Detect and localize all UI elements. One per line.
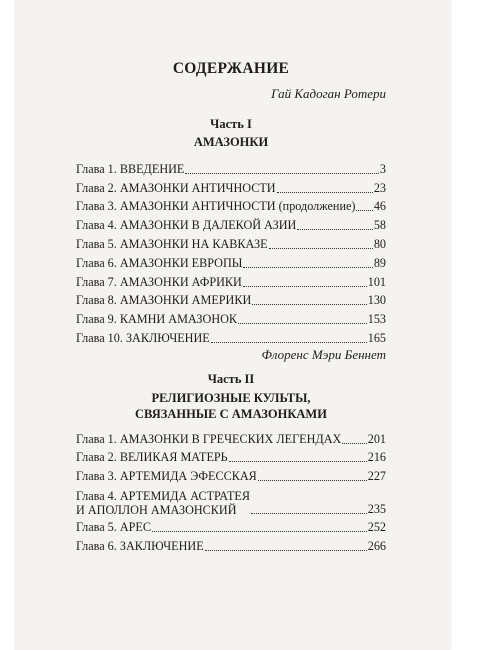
dot-leader (185, 173, 379, 174)
toc-entry-page: 130 (367, 293, 386, 308)
dot-leader (356, 210, 372, 211)
dot-leader (243, 267, 372, 268)
part2-label: Часть II (207, 372, 255, 386)
toc-entry (76, 465, 386, 484)
toc-entry-page: 266 (367, 538, 386, 553)
toc-entry-page: 227 (367, 468, 386, 483)
part1-title: АМАЗОНКИ (193, 135, 269, 149)
part1-label: Часть I (210, 117, 252, 131)
toc-entry-label: Глава 6. АМАЗОНКИ ЕВРОПЫ (76, 255, 243, 270)
toc-entry (76, 535, 386, 554)
toc-entry-label: Глава 3. АРТЕМИДА ЭФЕССКАЯ (76, 468, 257, 483)
book-page (14, 0, 450, 650)
dot-leader (243, 286, 367, 287)
toc-entry (76, 290, 386, 309)
toc-entry-page: 153 (367, 312, 386, 327)
dot-leader (211, 342, 367, 343)
dot-leader (252, 304, 366, 305)
dot-leader (205, 550, 367, 551)
toc-entry-page: 235 (367, 501, 386, 516)
toc-entry (76, 158, 386, 177)
toc-entry (76, 196, 386, 215)
toc-entry (76, 233, 386, 252)
toc-entry-label: Глава 4. АМАЗОНКИ В ДАЛЕКОЙ АЗИИ (76, 218, 297, 233)
page-title: СОДЕРЖАНИЕ (172, 60, 290, 77)
dot-leader (297, 229, 372, 230)
toc-entry-page: 3 (379, 161, 386, 176)
toc-entry-label: Глава 7. АМАЗОНКИ АФРИКИ (76, 274, 242, 289)
toc-entry (76, 308, 386, 327)
part2-title-line1: РЕЛИГИОЗНЫЕ КУЛЬТЫ, (151, 391, 311, 405)
toc-entry-label (76, 489, 250, 517)
toc-entry-page: 46 (373, 199, 386, 214)
toc-entry-page: 23 (373, 180, 386, 195)
toc-entry (76, 327, 386, 346)
toc-entry-page: 201 (367, 431, 386, 446)
toc-entry-page: 252 (367, 520, 386, 534)
toc-entry (76, 428, 386, 447)
toc-entry-label: Глава 5. АРЕС (76, 520, 152, 534)
part2-chapter-list (76, 428, 386, 554)
part1-chapter-list (76, 158, 386, 346)
dot-leader (152, 531, 367, 532)
part2-title-line2: СВЯЗАННЫЕ С АМАЗОНКАМИ (135, 407, 327, 421)
toc-entry-page: 216 (367, 450, 386, 464)
toc-entry-page: 80 (373, 236, 386, 251)
dot-leader (229, 461, 367, 462)
toc-entry-label: Глава 3. АМАЗОНКИ АНТИЧНОСТИ (продолжение) (76, 199, 356, 214)
toc-entry (76, 517, 386, 536)
dot-leader (277, 192, 373, 193)
toc-entry-label: Глава 5. АМАЗОНКИ НА КАВКАЗЕ (76, 236, 268, 251)
toc-entry-label: Глава 1. ВВЕДЕНИЕ (76, 161, 185, 176)
dot-leader (269, 248, 373, 249)
toc-entry-label: Глава 2. АМАЗОНКИ АНТИЧНОСТИ (76, 180, 276, 195)
part1-author: Гай Кадоган Ротери (271, 86, 386, 101)
toc-entry (76, 177, 386, 196)
toc-entry-label-line2: И АПОЛЛОН АМАЗОНСКИЙ (76, 502, 237, 517)
toc-entry (76, 271, 386, 290)
toc-entry-label: Глава 10. ЗАКЛЮЧЕНИЕ (76, 330, 210, 345)
part2-title (76, 390, 386, 422)
toc-entry (76, 214, 386, 233)
dot-leader (342, 443, 366, 444)
toc-entry-label: Глава 9. КАМНИ АМАЗОНОК (76, 312, 238, 327)
toc-entry (76, 252, 386, 271)
toc-entry-label: Глава 1. АМАЗОНКИ В ГРЕЧЕСКИХ ЛЕГЕНДАХ (76, 431, 342, 446)
toc-entry (76, 484, 386, 517)
dot-leader (258, 480, 367, 481)
toc-entry-page: 165 (367, 330, 386, 345)
dot-leader (251, 513, 367, 514)
toc-entry-label: Глава 8. АМАЗОНКИ АМЕРИКИ (76, 293, 252, 308)
toc-entry-label-line1: Глава 4. АРТЕМИДА АСТРАТЕЯ (76, 488, 251, 503)
toc-entry (76, 447, 386, 466)
toc-entry-page: 89 (373, 255, 386, 270)
toc-entry-label: Глава 2. ВЕЛИКАЯ МАТЕРЬ (76, 450, 228, 464)
toc-entry-page: 58 (373, 218, 386, 233)
toc-entry-page: 101 (367, 274, 386, 289)
part2-author: Флоренс Мэри Беннет (261, 347, 386, 362)
dot-leader (238, 323, 367, 324)
toc-entry-label: Глава 6. ЗАКЛЮЧЕНИЕ (76, 538, 204, 553)
